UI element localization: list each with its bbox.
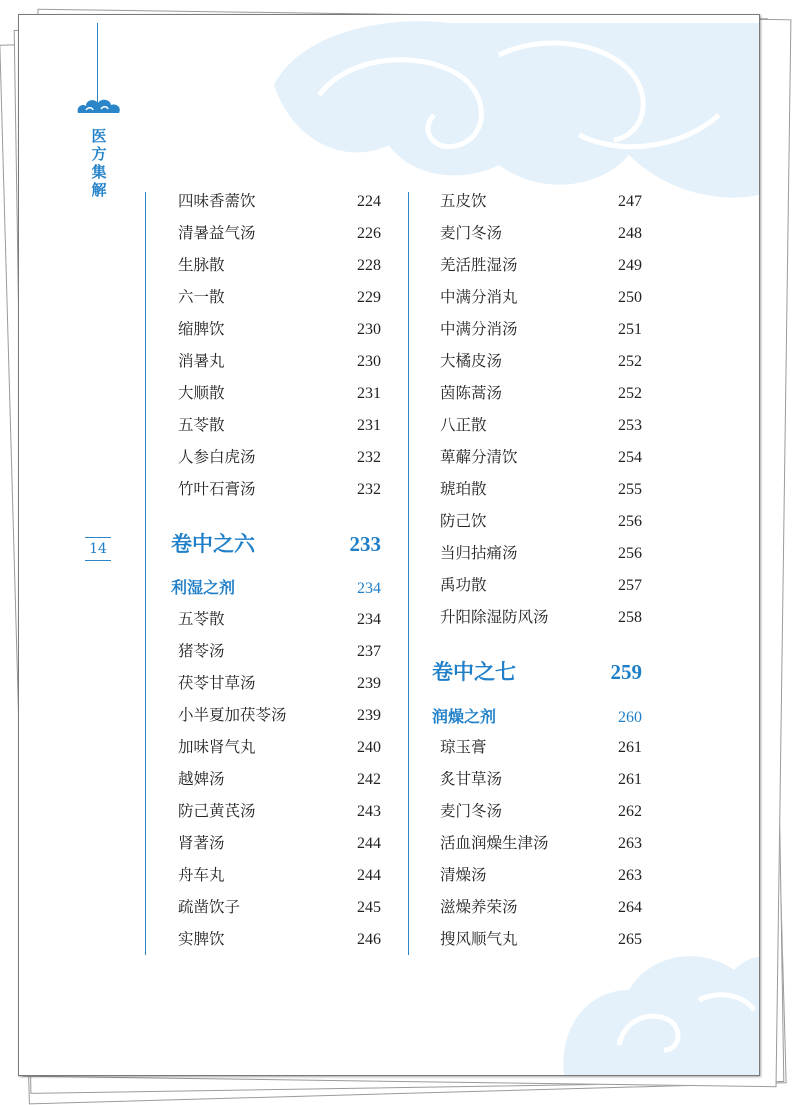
toc-entry	[178, 381, 381, 403]
toc-entry	[440, 189, 642, 211]
toc-entry-title: 舟车丸	[178, 866, 225, 884]
toc-entry	[440, 253, 642, 275]
toc-entry-page: 234	[357, 611, 381, 628]
toc-entry-page: 226	[357, 225, 381, 242]
toc-entry	[178, 703, 381, 725]
toc-entry	[440, 895, 642, 917]
toc-entry-title: 琼玉膏	[440, 738, 487, 756]
toc-entry	[178, 253, 381, 275]
toc-entry	[440, 477, 642, 499]
toc-entry-page: 247	[618, 193, 642, 210]
toc-entry	[178, 221, 381, 243]
toc-entry-title: 防己饮	[440, 512, 487, 530]
toc-entry-page: 253	[618, 417, 642, 434]
toc-entry-page: 256	[618, 513, 642, 530]
toc-entry-page: 246	[357, 931, 381, 948]
toc-entry-page: 252	[618, 385, 642, 402]
toc-entry-title: 疏凿饮子	[178, 898, 241, 916]
section-heading-title: 利湿之剂	[171, 578, 236, 597]
toc-entry-title: 茵陈蒿汤	[440, 384, 503, 402]
toc-entry-page: 250	[618, 289, 642, 306]
toc-entry-title: 五苓散	[178, 610, 225, 628]
toc-entry-title: 实脾饮	[178, 930, 225, 948]
toc-entry	[178, 927, 381, 949]
toc-entry-page: 242	[357, 771, 381, 788]
toc-entry-title: 猪苓汤	[178, 642, 225, 660]
right-column-rule	[408, 192, 409, 955]
toc-entry-page: 254	[618, 449, 642, 466]
toc-entry	[440, 509, 642, 531]
toc-entry-title: 小半夏加茯苓汤	[178, 706, 287, 724]
toc-entry-page: 245	[357, 899, 381, 916]
toc-entry-page: 248	[618, 225, 642, 242]
toc-entry-title: 加味肾气丸	[178, 738, 256, 756]
toc-entry-title: 大顺散	[178, 384, 225, 402]
toc-entry-title: 肾著汤	[178, 834, 225, 852]
toc-entry	[178, 477, 381, 499]
toc-entry-title: 五苓散	[178, 416, 225, 434]
toc-entry-page: 244	[357, 835, 381, 852]
toc-entry	[440, 767, 642, 789]
toc-entry	[178, 735, 381, 757]
toc-entry	[440, 381, 642, 403]
toc-entry-title: 活血润燥生津汤	[440, 834, 549, 852]
toc-entry-page: 263	[618, 867, 642, 884]
toc-entry	[178, 863, 381, 885]
page-number: 14	[85, 537, 111, 561]
toc-entry-page: 239	[357, 707, 381, 724]
toc-entry-page: 249	[618, 257, 642, 274]
section-heading-page: 234	[357, 580, 381, 597]
toc-entry-page: 261	[618, 739, 642, 756]
toc-entry-title: 缩脾饮	[178, 320, 225, 338]
toc-entry-page: 231	[357, 385, 381, 402]
section-heading-page: 260	[618, 709, 642, 726]
toc-entry-page: 231	[357, 417, 381, 434]
toc-entry	[440, 285, 642, 307]
toc-entry-page: 228	[357, 257, 381, 274]
toc-entry	[178, 413, 381, 435]
toc-entry-page: 252	[618, 353, 642, 370]
toc-entry-title: 消暑丸	[178, 352, 225, 370]
toc-entry-title: 中满分消丸	[440, 288, 518, 306]
toc-entry	[440, 927, 642, 949]
toc-entry-page: 257	[618, 577, 642, 594]
toc-entry-title: 人参白虎汤	[178, 448, 256, 466]
toc-entry-title: 当归拈痛汤	[440, 544, 518, 562]
cloud-logo-icon	[74, 95, 124, 121]
toc-entry-page: 243	[357, 803, 381, 820]
toc-entry	[440, 317, 642, 339]
toc-entry-page: 232	[357, 481, 381, 498]
toc-entry	[178, 767, 381, 789]
section-heading	[432, 704, 642, 727]
toc-entry-page: 240	[357, 739, 381, 756]
toc-entry-page: 244	[357, 867, 381, 884]
toc-entry	[178, 317, 381, 339]
toc-entry-page: 239	[357, 675, 381, 692]
toc-entry-title: 生脉散	[178, 256, 225, 274]
toc-entry-page: 229	[357, 289, 381, 306]
toc-entry-title: 麦门冬汤	[440, 224, 503, 242]
toc-entry-title: 大橘皮汤	[440, 352, 503, 370]
toc-entry-page: 256	[618, 545, 642, 562]
volume-heading-page: 259	[610, 660, 642, 684]
book-page	[18, 14, 760, 1076]
toc-entry-title: 升阳除湿防风汤	[440, 608, 549, 626]
toc-entry	[440, 221, 642, 243]
toc-entry-title: 六一散	[178, 288, 225, 306]
toc-entry-page: 251	[618, 321, 642, 338]
section-heading-title: 润燥之剂	[432, 707, 497, 726]
toc-entry	[440, 349, 642, 371]
toc-entry-title: 萆薢分清饮	[440, 448, 518, 466]
toc-entry-page: 264	[618, 899, 642, 916]
toc-entry-title: 羌活胜湿汤	[440, 256, 518, 274]
cloud-pattern-decoration	[19, 15, 759, 1075]
toc-entry	[178, 799, 381, 821]
toc-entry	[440, 573, 642, 595]
running-title: 医方集解	[91, 127, 107, 199]
toc-entry	[178, 895, 381, 917]
toc-entry-title: 炙甘草汤	[440, 770, 503, 788]
toc-entry	[440, 605, 642, 627]
toc-entry-title: 搜风顺气丸	[440, 930, 518, 948]
toc-entry-title: 中满分消汤	[440, 320, 518, 338]
toc-entry-page: 230	[357, 321, 381, 338]
volume-heading-page: 233	[349, 532, 381, 556]
toc-entry-title: 越婢汤	[178, 770, 225, 788]
toc-entry	[440, 799, 642, 821]
toc-entry-page: 258	[618, 609, 642, 626]
toc-entry	[178, 671, 381, 693]
toc-entry-title: 禹功散	[440, 576, 487, 594]
toc-entry	[440, 863, 642, 885]
volume-heading-title: 卷中之七	[432, 659, 516, 684]
toc-entry-page: 263	[618, 835, 642, 852]
toc-entry-title: 防己黄芪汤	[178, 802, 256, 820]
toc-entry-title: 八正散	[440, 416, 487, 434]
toc-entry-title: 四味香薷饮	[178, 192, 256, 210]
toc-entry-page: 261	[618, 771, 642, 788]
volume-heading-title: 卷中之六	[171, 531, 255, 556]
toc-entry-page: 230	[357, 353, 381, 370]
toc-entry-title: 竹叶石膏汤	[178, 480, 256, 498]
toc-entry-title: 清燥汤	[440, 866, 487, 884]
toc-entry	[440, 445, 642, 467]
toc-entry-title: 茯苓甘草汤	[178, 674, 256, 692]
toc-entry-title: 五皮饮	[440, 192, 487, 210]
toc-entry	[440, 413, 642, 435]
toc-entry-page: 232	[357, 449, 381, 466]
toc-entry-page: 255	[618, 481, 642, 498]
toc-entry	[178, 445, 381, 467]
toc-entry	[178, 831, 381, 853]
toc-entry-page: 262	[618, 803, 642, 820]
toc-entry	[178, 189, 381, 211]
toc-entry	[178, 285, 381, 307]
toc-entry	[440, 541, 642, 563]
toc-entry	[440, 735, 642, 757]
toc-entry-page: 237	[357, 643, 381, 660]
toc-entry	[178, 607, 381, 629]
left-column-rule	[145, 192, 146, 955]
volume-heading	[432, 656, 642, 686]
toc-entry	[178, 639, 381, 661]
toc-entry-page: 224	[357, 193, 381, 210]
toc-entry-page: 265	[618, 931, 642, 948]
volume-heading	[171, 528, 381, 558]
toc-entry-title: 琥珀散	[440, 480, 487, 498]
toc-entry-title: 清暑益气汤	[178, 224, 256, 242]
toc-entry-title: 滋燥养荣汤	[440, 898, 518, 916]
section-heading	[171, 575, 381, 598]
toc-entry	[440, 831, 642, 853]
toc-entry	[178, 349, 381, 371]
toc-entry-title: 麦门冬汤	[440, 802, 503, 820]
